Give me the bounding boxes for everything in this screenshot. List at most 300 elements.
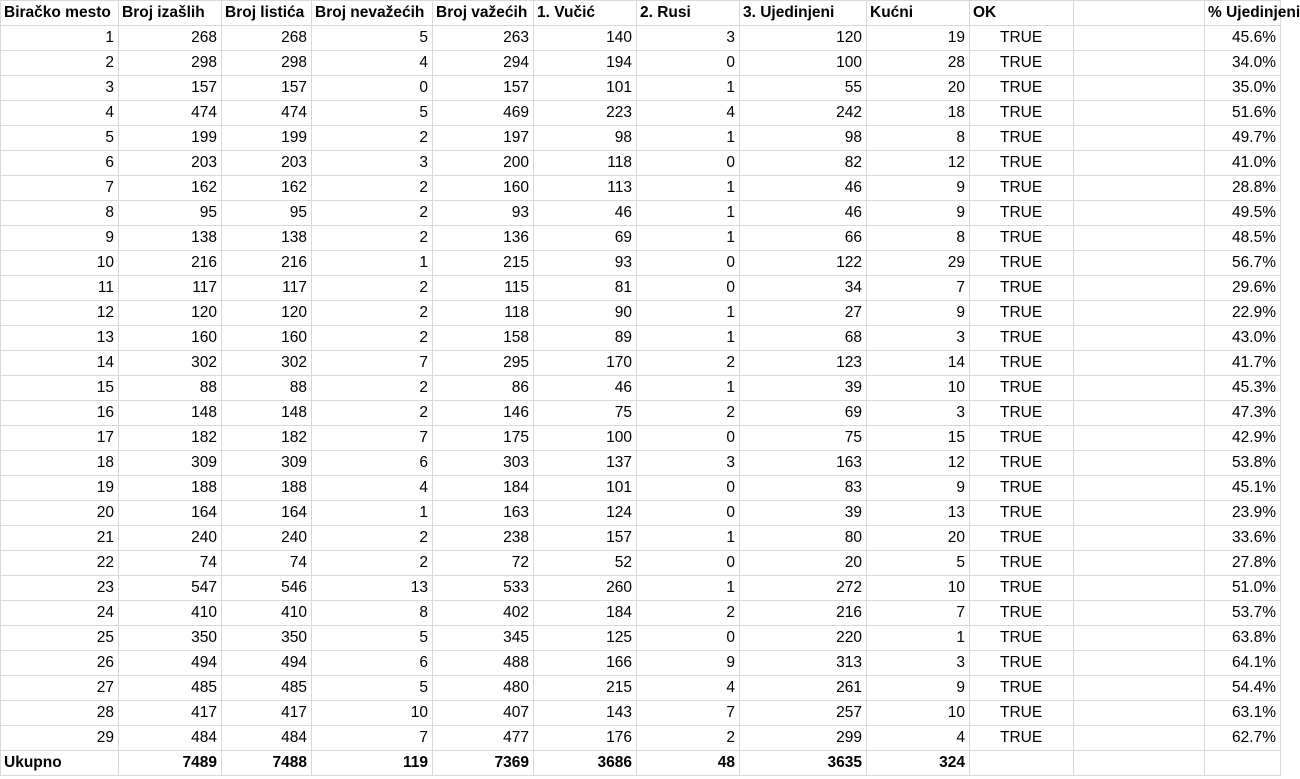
table-cell[interactable]: 10 xyxy=(1,251,119,276)
table-cell[interactable]: 10 xyxy=(867,376,970,401)
ok-cell[interactable]: TRUE xyxy=(970,101,1074,126)
table-cell[interactable]: 215 xyxy=(433,251,534,276)
ok-cell[interactable]: TRUE xyxy=(970,426,1074,451)
table-cell[interactable]: 120 xyxy=(222,301,312,326)
table-cell[interactable]: 163 xyxy=(740,451,867,476)
table-cell[interactable]: 117 xyxy=(222,276,312,301)
table-cell[interactable] xyxy=(1074,201,1205,226)
table-cell[interactable]: 480 xyxy=(433,676,534,701)
table-cell[interactable]: 2 xyxy=(312,276,433,301)
table-cell[interactable]: 164 xyxy=(222,501,312,526)
ok-cell[interactable]: TRUE xyxy=(970,26,1074,51)
table-cell[interactable]: 41.7% xyxy=(1205,351,1281,376)
table-cell[interactable]: 1 xyxy=(637,176,740,201)
table-cell[interactable]: 140 xyxy=(534,26,637,51)
table-cell[interactable] xyxy=(1074,426,1205,451)
total-cell[interactable] xyxy=(1074,751,1205,776)
ok-cell[interactable]: TRUE xyxy=(970,451,1074,476)
table-cell[interactable]: 220 xyxy=(740,626,867,651)
table-cell[interactable]: 115 xyxy=(433,276,534,301)
table-cell[interactable]: 148 xyxy=(222,401,312,426)
table-cell[interactable]: 83 xyxy=(740,476,867,501)
table-cell[interactable]: 0 xyxy=(637,426,740,451)
table-cell[interactable]: 18 xyxy=(1,451,119,476)
table-cell[interactable]: 240 xyxy=(119,526,222,551)
table-cell[interactable]: 1 xyxy=(637,526,740,551)
table-cell[interactable]: 148 xyxy=(119,401,222,426)
table-cell[interactable]: 313 xyxy=(740,651,867,676)
table-cell[interactable]: 63.8% xyxy=(1205,626,1281,651)
table-cell[interactable]: 2 xyxy=(637,401,740,426)
table-cell[interactable]: 64.1% xyxy=(1205,651,1281,676)
table-cell[interactable]: 15 xyxy=(1,376,119,401)
table-cell[interactable]: 62.7% xyxy=(1205,726,1281,751)
table-cell[interactable]: 216 xyxy=(222,251,312,276)
table-cell[interactable]: 123 xyxy=(740,351,867,376)
table-cell[interactable] xyxy=(1074,101,1205,126)
table-cell[interactable]: 35.0% xyxy=(1205,76,1281,101)
table-cell[interactable]: 302 xyxy=(222,351,312,376)
table-cell[interactable]: 485 xyxy=(119,676,222,701)
table-cell[interactable]: 0 xyxy=(637,551,740,576)
table-cell[interactable]: 5 xyxy=(312,626,433,651)
table-cell[interactable]: 2 xyxy=(312,401,433,426)
table-cell[interactable]: 42.9% xyxy=(1205,426,1281,451)
table-cell[interactable] xyxy=(1074,126,1205,151)
table-cell[interactable]: 12 xyxy=(1,301,119,326)
table-cell[interactable] xyxy=(1074,401,1205,426)
table-cell[interactable]: 157 xyxy=(534,526,637,551)
table-cell[interactable]: 23.9% xyxy=(1205,501,1281,526)
table-cell[interactable]: 298 xyxy=(119,51,222,76)
table-cell[interactable]: 21 xyxy=(1,526,119,551)
table-cell[interactable]: 22.9% xyxy=(1205,301,1281,326)
table-cell[interactable]: 7 xyxy=(867,601,970,626)
table-cell[interactable]: 98 xyxy=(534,126,637,151)
table-cell[interactable]: 39 xyxy=(740,376,867,401)
table-cell[interactable] xyxy=(1074,276,1205,301)
table-cell[interactable]: 8 xyxy=(1,201,119,226)
table-cell[interactable]: 146 xyxy=(433,401,534,426)
table-cell[interactable]: 72 xyxy=(433,551,534,576)
table-cell[interactable]: 0 xyxy=(637,151,740,176)
table-cell[interactable]: 101 xyxy=(534,476,637,501)
table-cell[interactable]: 12 xyxy=(867,151,970,176)
table-cell[interactable]: 95 xyxy=(119,201,222,226)
table-cell[interactable]: 2 xyxy=(312,201,433,226)
table-cell[interactable]: 302 xyxy=(119,351,222,376)
table-cell[interactable]: 350 xyxy=(222,626,312,651)
table-cell[interactable]: 143 xyxy=(534,701,637,726)
table-cell[interactable]: 138 xyxy=(222,226,312,251)
table-cell[interactable]: 68 xyxy=(740,326,867,351)
header-vucic[interactable]: 1. Vučić xyxy=(534,1,637,26)
ok-cell[interactable]: TRUE xyxy=(970,326,1074,351)
table-cell[interactable]: 261 xyxy=(740,676,867,701)
table-cell[interactable]: 0 xyxy=(637,276,740,301)
table-cell[interactable]: 263 xyxy=(433,26,534,51)
table-cell[interactable]: 13 xyxy=(1,326,119,351)
ok-cell[interactable]: TRUE xyxy=(970,651,1074,676)
table-cell[interactable] xyxy=(1074,701,1205,726)
ok-cell[interactable]: TRUE xyxy=(970,501,1074,526)
table-cell[interactable]: 0 xyxy=(637,476,740,501)
table-cell[interactable] xyxy=(1074,351,1205,376)
table-cell[interactable]: 0 xyxy=(637,501,740,526)
table-cell[interactable]: 160 xyxy=(433,176,534,201)
table-cell[interactable]: 199 xyxy=(222,126,312,151)
table-cell[interactable]: 4 xyxy=(637,676,740,701)
table-cell[interactable]: 2 xyxy=(312,376,433,401)
table-cell[interactable]: 9 xyxy=(867,476,970,501)
ok-cell[interactable]: TRUE xyxy=(970,551,1074,576)
table-cell[interactable]: 6 xyxy=(312,451,433,476)
table-cell[interactable]: 199 xyxy=(119,126,222,151)
table-cell[interactable]: 350 xyxy=(119,626,222,651)
table-cell[interactable]: 3 xyxy=(867,401,970,426)
table-cell[interactable]: 49.5% xyxy=(1205,201,1281,226)
total-cell[interactable]: 7488 xyxy=(222,751,312,776)
table-cell[interactable]: 47.3% xyxy=(1205,401,1281,426)
table-cell[interactable]: 4 xyxy=(867,726,970,751)
table-cell[interactable]: 2 xyxy=(312,126,433,151)
table-cell[interactable]: 1 xyxy=(637,76,740,101)
ok-cell[interactable]: TRUE xyxy=(970,601,1074,626)
table-cell[interactable]: 19 xyxy=(1,476,119,501)
table-cell[interactable]: 215 xyxy=(534,676,637,701)
table-cell[interactable]: 95 xyxy=(222,201,312,226)
table-cell[interactable]: 494 xyxy=(119,651,222,676)
table-cell[interactable]: 7 xyxy=(637,701,740,726)
table-cell[interactable]: 88 xyxy=(119,376,222,401)
table-cell[interactable]: 272 xyxy=(740,576,867,601)
table-cell[interactable]: 100 xyxy=(534,426,637,451)
table-cell[interactable]: 9 xyxy=(867,676,970,701)
table-cell[interactable]: 29 xyxy=(1,726,119,751)
table-cell[interactable]: 16 xyxy=(1,401,119,426)
table-cell[interactable]: 20 xyxy=(740,551,867,576)
table-cell[interactable]: 46 xyxy=(534,201,637,226)
table-cell[interactable]: 27 xyxy=(740,301,867,326)
table-cell[interactable]: 1 xyxy=(1,26,119,51)
table-cell[interactable]: 74 xyxy=(222,551,312,576)
table-cell[interactable]: 101 xyxy=(534,76,637,101)
table-cell[interactable]: 402 xyxy=(433,601,534,626)
table-cell[interactable]: 188 xyxy=(222,476,312,501)
table-cell[interactable]: 120 xyxy=(119,301,222,326)
ok-cell[interactable]: TRUE xyxy=(970,126,1074,151)
table-cell[interactable]: 164 xyxy=(119,501,222,526)
table-cell[interactable]: 176 xyxy=(534,726,637,751)
table-cell[interactable]: 14 xyxy=(1,351,119,376)
table-cell[interactable]: 1 xyxy=(637,576,740,601)
table-cell[interactable]: 25 xyxy=(1,626,119,651)
table-cell[interactable]: 2 xyxy=(312,326,433,351)
table-cell[interactable]: 120 xyxy=(740,26,867,51)
table-cell[interactable]: 3 xyxy=(1,76,119,101)
table-cell[interactable]: 260 xyxy=(534,576,637,601)
table-cell[interactable]: 43.0% xyxy=(1205,326,1281,351)
table-cell[interactable]: 54.4% xyxy=(1205,676,1281,701)
table-cell[interactable] xyxy=(1074,251,1205,276)
table-cell[interactable]: 0 xyxy=(312,76,433,101)
table-cell[interactable]: 13 xyxy=(867,501,970,526)
table-cell[interactable]: 46 xyxy=(740,176,867,201)
table-cell[interactable]: 98 xyxy=(740,126,867,151)
table-cell[interactable]: 184 xyxy=(433,476,534,501)
table-cell[interactable]: 175 xyxy=(433,426,534,451)
table-cell[interactable]: 74 xyxy=(119,551,222,576)
ok-cell[interactable]: TRUE xyxy=(970,626,1074,651)
table-cell[interactable]: 0 xyxy=(637,51,740,76)
table-cell[interactable] xyxy=(1074,326,1205,351)
table-cell[interactable]: 26 xyxy=(1,651,119,676)
table-cell[interactable]: 137 xyxy=(534,451,637,476)
table-cell[interactable]: 417 xyxy=(119,701,222,726)
header-birac-mesto[interactable]: Biračko mesto xyxy=(1,1,119,26)
table-cell[interactable]: 82 xyxy=(740,151,867,176)
table-cell[interactable] xyxy=(1074,226,1205,251)
table-cell[interactable] xyxy=(1074,626,1205,651)
table-cell[interactable]: 24 xyxy=(1,601,119,626)
table-cell[interactable]: 410 xyxy=(222,601,312,626)
table-cell[interactable]: 216 xyxy=(740,601,867,626)
table-cell[interactable]: 309 xyxy=(222,451,312,476)
ok-cell[interactable]: TRUE xyxy=(970,276,1074,301)
table-cell[interactable] xyxy=(1074,651,1205,676)
total-cell[interactable]: 7369 xyxy=(433,751,534,776)
table-cell[interactable]: 12 xyxy=(867,451,970,476)
table-cell[interactable]: 3 xyxy=(637,451,740,476)
table-cell[interactable]: 0 xyxy=(637,251,740,276)
table-cell[interactable]: 2 xyxy=(312,226,433,251)
table-cell[interactable]: 34 xyxy=(740,276,867,301)
table-cell[interactable]: 158 xyxy=(433,326,534,351)
table-cell[interactable]: 7 xyxy=(867,276,970,301)
table-cell[interactable]: 34.0% xyxy=(1205,51,1281,76)
table-cell[interactable]: 4 xyxy=(1,101,119,126)
table-cell[interactable]: 303 xyxy=(433,451,534,476)
total-label[interactable]: Ukupno xyxy=(1,751,119,776)
table-cell[interactable]: 166 xyxy=(534,651,637,676)
ok-cell[interactable]: TRUE xyxy=(970,151,1074,176)
table-cell[interactable]: 268 xyxy=(119,26,222,51)
table-cell[interactable]: 1 xyxy=(637,376,740,401)
table-cell[interactable]: 2 xyxy=(312,551,433,576)
header-rusi[interactable]: 2. Rusi xyxy=(637,1,740,26)
table-cell[interactable]: 53.8% xyxy=(1205,451,1281,476)
table-cell[interactable]: 10 xyxy=(312,701,433,726)
table-cell[interactable]: 15 xyxy=(867,426,970,451)
table-cell[interactable]: 9 xyxy=(867,301,970,326)
table-cell[interactable]: 9 xyxy=(867,201,970,226)
table-cell[interactable] xyxy=(1074,526,1205,551)
table-cell[interactable]: 125 xyxy=(534,626,637,651)
table-cell[interactable]: 417 xyxy=(222,701,312,726)
table-cell[interactable]: 242 xyxy=(740,101,867,126)
ok-cell[interactable]: TRUE xyxy=(970,476,1074,501)
table-cell[interactable]: 5 xyxy=(312,101,433,126)
header-pct-ujedinjeni[interactable]: % Ujedinjeni xyxy=(1205,1,1281,26)
table-cell[interactable]: 170 xyxy=(534,351,637,376)
table-cell[interactable] xyxy=(1074,476,1205,501)
table-cell[interactable]: 136 xyxy=(433,226,534,251)
table-cell[interactable]: 5 xyxy=(312,26,433,51)
table-cell[interactable]: 86 xyxy=(433,376,534,401)
ok-cell[interactable]: TRUE xyxy=(970,226,1074,251)
table-cell[interactable]: 124 xyxy=(534,501,637,526)
table-cell[interactable]: 23 xyxy=(1,576,119,601)
header-broj-izaslih[interactable]: Broj izašlih xyxy=(119,1,222,26)
table-cell[interactable]: 494 xyxy=(222,651,312,676)
table-cell[interactable] xyxy=(1074,176,1205,201)
table-cell[interactable]: 69 xyxy=(740,401,867,426)
table-cell[interactable] xyxy=(1074,576,1205,601)
table-cell[interactable]: 27.8% xyxy=(1205,551,1281,576)
table-cell[interactable] xyxy=(1074,601,1205,626)
table-cell[interactable]: 533 xyxy=(433,576,534,601)
table-cell[interactable]: 203 xyxy=(222,151,312,176)
table-cell[interactable]: 3 xyxy=(867,326,970,351)
table-cell[interactable]: 157 xyxy=(119,76,222,101)
ok-cell[interactable]: TRUE xyxy=(970,726,1074,751)
table-cell[interactable]: 20 xyxy=(867,76,970,101)
table-cell[interactable]: 69 xyxy=(534,226,637,251)
table-cell[interactable]: 41.0% xyxy=(1205,151,1281,176)
header-broj-nevazecih[interactable]: Broj nevažećih xyxy=(312,1,433,26)
table-cell[interactable]: 89 xyxy=(534,326,637,351)
table-cell[interactable]: 53.7% xyxy=(1205,601,1281,626)
total-cell[interactable]: 119 xyxy=(312,751,433,776)
table-cell[interactable]: 203 xyxy=(119,151,222,176)
table-cell[interactable]: 48.5% xyxy=(1205,226,1281,251)
table-cell[interactable]: 1 xyxy=(637,226,740,251)
table-cell[interactable]: 484 xyxy=(119,726,222,751)
table-cell[interactable]: 9 xyxy=(637,651,740,676)
table-cell[interactable]: 194 xyxy=(534,51,637,76)
table-cell[interactable] xyxy=(1074,51,1205,76)
ok-cell[interactable]: TRUE xyxy=(970,376,1074,401)
ok-cell[interactable]: TRUE xyxy=(970,176,1074,201)
ok-cell[interactable]: TRUE xyxy=(970,576,1074,601)
table-cell[interactable]: 184 xyxy=(534,601,637,626)
header-ok[interactable]: OK xyxy=(970,1,1074,26)
header-broj-vazecih[interactable]: Broj važećih xyxy=(433,1,534,26)
ok-cell[interactable]: TRUE xyxy=(970,526,1074,551)
table-cell[interactable]: 19 xyxy=(867,26,970,51)
table-cell[interactable]: 81 xyxy=(534,276,637,301)
table-cell[interactable]: 11 xyxy=(1,276,119,301)
table-cell[interactable]: 33.6% xyxy=(1205,526,1281,551)
table-cell[interactable]: 1 xyxy=(637,301,740,326)
table-cell[interactable]: 7 xyxy=(312,351,433,376)
table-cell[interactable]: 188 xyxy=(119,476,222,501)
table-cell[interactable]: 8 xyxy=(867,126,970,151)
table-cell[interactable]: 66 xyxy=(740,226,867,251)
table-cell[interactable]: 5 xyxy=(1,126,119,151)
table-cell[interactable]: 118 xyxy=(433,301,534,326)
table-cell[interactable]: 547 xyxy=(119,576,222,601)
table-cell[interactable]: 1 xyxy=(312,501,433,526)
table-cell[interactable]: 28.8% xyxy=(1205,176,1281,201)
table-cell[interactable]: 345 xyxy=(433,626,534,651)
table-cell[interactable] xyxy=(1074,26,1205,51)
table-cell[interactable]: 9 xyxy=(1,226,119,251)
table-cell[interactable]: 162 xyxy=(222,176,312,201)
total-cell[interactable] xyxy=(1205,751,1281,776)
table-cell[interactable]: 197 xyxy=(433,126,534,151)
table-cell[interactable]: 51.0% xyxy=(1205,576,1281,601)
table-cell[interactable]: 10 xyxy=(867,576,970,601)
table-cell[interactable] xyxy=(1074,151,1205,176)
total-cell[interactable] xyxy=(970,751,1074,776)
table-cell[interactable]: 162 xyxy=(119,176,222,201)
table-cell[interactable]: 80 xyxy=(740,526,867,551)
header-kucni[interactable]: Kućni xyxy=(867,1,970,26)
table-cell[interactable]: 223 xyxy=(534,101,637,126)
ok-cell[interactable]: TRUE xyxy=(970,401,1074,426)
table-cell[interactable]: 75 xyxy=(740,426,867,451)
table-cell[interactable]: 28 xyxy=(1,701,119,726)
table-cell[interactable]: 5 xyxy=(867,551,970,576)
table-cell[interactable]: 27 xyxy=(1,676,119,701)
table-cell[interactable]: 182 xyxy=(222,426,312,451)
table-cell[interactable]: 63.1% xyxy=(1205,701,1281,726)
table-cell[interactable]: 485 xyxy=(222,676,312,701)
table-cell[interactable]: 240 xyxy=(222,526,312,551)
table-cell[interactable] xyxy=(1074,301,1205,326)
ok-cell[interactable]: TRUE xyxy=(970,701,1074,726)
table-cell[interactable]: 298 xyxy=(222,51,312,76)
table-cell[interactable]: 18 xyxy=(867,101,970,126)
table-cell[interactable]: 484 xyxy=(222,726,312,751)
table-cell[interactable]: 4 xyxy=(312,476,433,501)
table-cell[interactable]: 2 xyxy=(312,176,433,201)
table-cell[interactable] xyxy=(1074,376,1205,401)
total-cell[interactable]: 7489 xyxy=(119,751,222,776)
table-cell[interactable] xyxy=(1074,76,1205,101)
table-cell[interactable]: 7 xyxy=(312,426,433,451)
table-cell[interactable]: 46 xyxy=(740,201,867,226)
table-cell[interactable]: 138 xyxy=(119,226,222,251)
table-cell[interactable]: 8 xyxy=(867,226,970,251)
table-cell[interactable]: 29 xyxy=(867,251,970,276)
table-cell[interactable] xyxy=(1074,726,1205,751)
table-cell[interactable]: 299 xyxy=(740,726,867,751)
table-cell[interactable]: 200 xyxy=(433,151,534,176)
table-cell[interactable]: 122 xyxy=(740,251,867,276)
table-cell[interactable]: 51.6% xyxy=(1205,101,1281,126)
total-cell[interactable]: 3635 xyxy=(740,751,867,776)
total-cell[interactable]: 324 xyxy=(867,751,970,776)
table-cell[interactable]: 88 xyxy=(222,376,312,401)
table-cell[interactable]: 6 xyxy=(312,651,433,676)
table-cell[interactable]: 2 xyxy=(312,301,433,326)
table-cell[interactable]: 46 xyxy=(534,376,637,401)
table-cell[interactable]: 238 xyxy=(433,526,534,551)
table-cell[interactable]: 407 xyxy=(433,701,534,726)
table-cell[interactable]: 1 xyxy=(867,626,970,651)
header-ujedinjeni[interactable]: 3. Ujedinjeni xyxy=(740,1,867,26)
table-cell[interactable]: 4 xyxy=(312,51,433,76)
table-cell[interactable]: 7 xyxy=(312,726,433,751)
table-cell[interactable]: 160 xyxy=(222,326,312,351)
table-cell[interactable]: 118 xyxy=(534,151,637,176)
table-cell[interactable]: 45.3% xyxy=(1205,376,1281,401)
table-cell[interactable] xyxy=(1074,451,1205,476)
table-cell[interactable]: 4 xyxy=(637,101,740,126)
table-cell[interactable]: 474 xyxy=(119,101,222,126)
